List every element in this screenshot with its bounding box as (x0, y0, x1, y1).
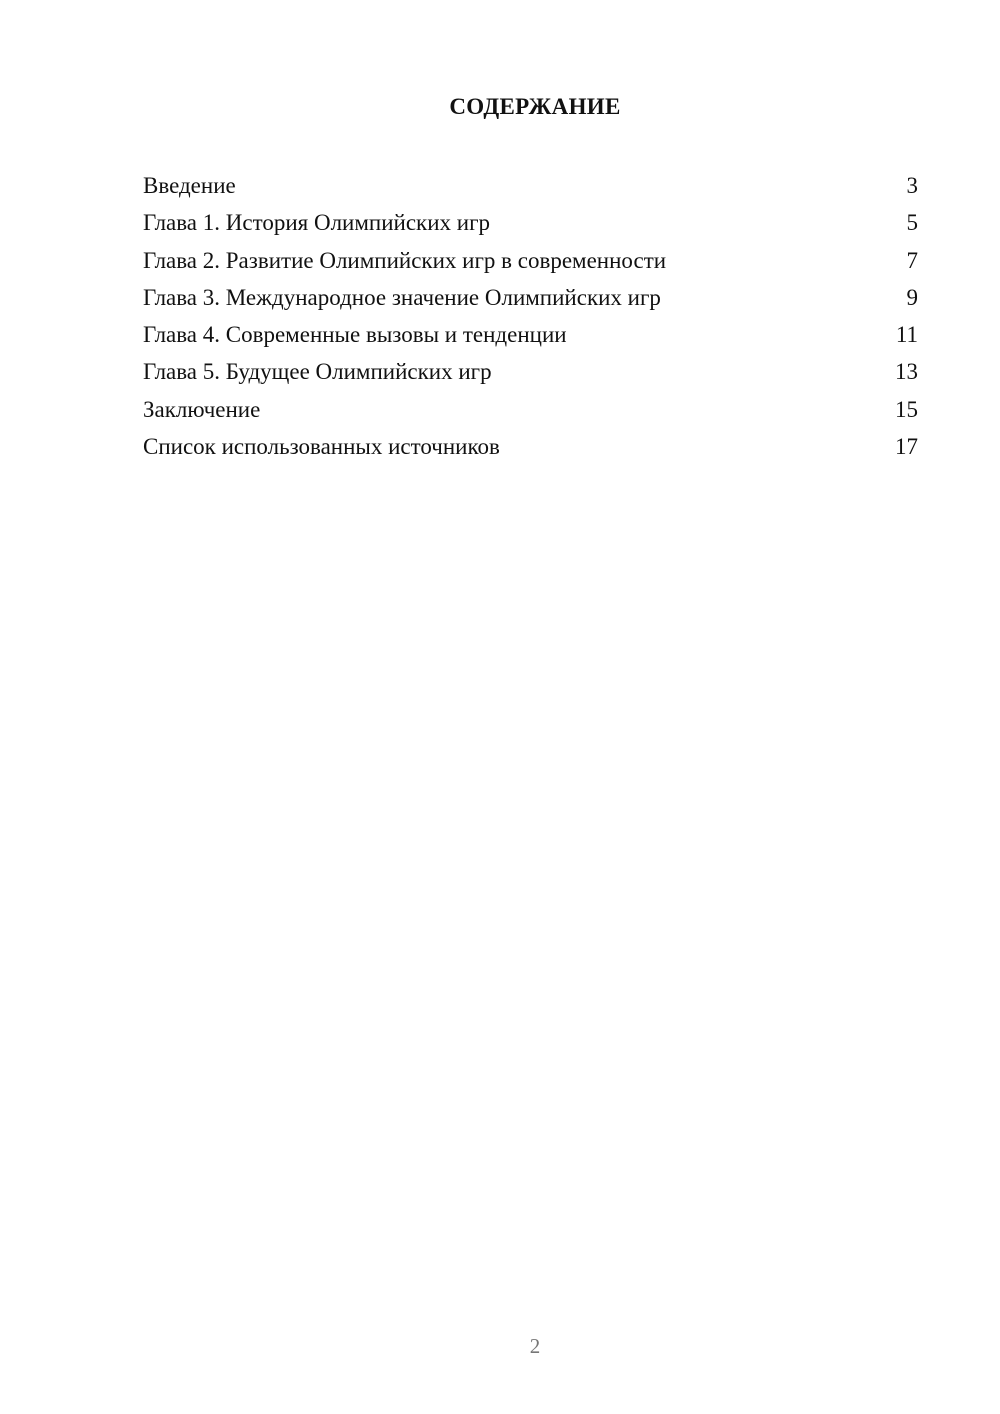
toc-entry-label: Глава 5. Будущее Олимпийских игр (143, 359, 492, 385)
toc-entry-label: Глава 1. История Олимпийских игр (143, 210, 491, 236)
toc-entry-conclusion (143, 391, 918, 428)
toc-entry-label: Введение (143, 173, 236, 198)
toc-entry-page: 5 (906, 210, 918, 236)
toc-entry-label: Заключение (143, 396, 261, 422)
toc-entry-chapter-2 (143, 242, 918, 279)
table-of-contents (143, 167, 918, 465)
toc-entry-chapter-1 (143, 204, 918, 241)
toc-entry-page: 11 (895, 322, 918, 348)
toc-entry-page: 17 (895, 434, 918, 460)
page-title: СОДЕРЖАНИЕ (449, 94, 621, 119)
page-number: 2 (529, 1334, 541, 1358)
toc-entry-page: 15 (895, 396, 918, 422)
toc-entry-label: Глава 4. Современные вызовы и тенденции (143, 322, 567, 348)
toc-entry-page: 3 (906, 173, 918, 198)
toc-entry-page: 7 (906, 247, 918, 273)
toc-entry-chapter-4 (143, 316, 918, 353)
toc-entry-label: Глава 2. Развитие Олимпийских игр в современности (143, 247, 667, 273)
toc-entry-chapter-5 (143, 353, 918, 390)
toc-entry-references (143, 428, 918, 465)
toc-entry-page: 9 (906, 284, 918, 310)
toc-entry-chapter-3 (143, 279, 918, 316)
toc-entry-introduction (143, 167, 918, 204)
toc-entry-label: Список использованных источников (143, 434, 500, 460)
toc-entry-page: 13 (895, 359, 918, 385)
toc-entry-label: Глава 3. Международное значение Олимпийских игр (143, 284, 661, 310)
